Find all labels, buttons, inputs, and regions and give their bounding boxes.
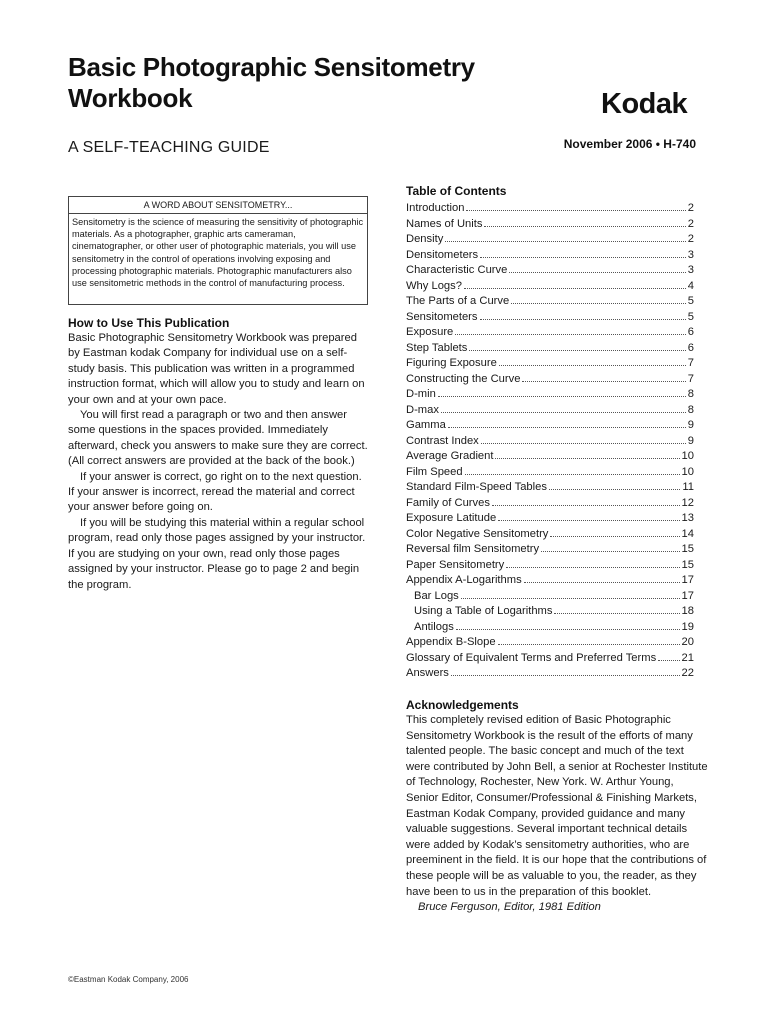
toc-entry-page: 20 <box>681 636 694 648</box>
toc-leader-dots <box>499 355 686 366</box>
toc-leader-dots <box>441 402 686 413</box>
toc-entry <box>406 572 694 588</box>
toc-entry <box>406 650 694 666</box>
toc-entry <box>406 386 694 402</box>
toc-leader-dots <box>550 526 679 537</box>
toc-entry-title: Glossary of Equivalent Terms and Preferred Terms <box>406 651 657 664</box>
toc-entry-page: 15 <box>681 558 694 571</box>
toc-entry <box>406 448 694 464</box>
toc-leader-dots <box>498 634 680 645</box>
acknowledgements-body: This completely revised edition of Basic Photographic Sensitometry Workbook is the result of the efforts of many talented people. The basic concept and much of the text were contributed by John Bell, a senior at Rochester Institute of Technology, Rochester, New York. W. Arthur Young, Senior Editor, Consumer/Professional & Finishing Markets, Eastman Kodak Company, provided guidance and many valuable suggestions. Several important technical details were added by Kodak’s sensitometry authorities, who are preeminent in the field. It is our hope that the contributions of these people will be as valuable to you, the reader, as they have been to us in the preparation of this booklet. <box>406 714 708 898</box>
toc-leader-dots <box>464 278 686 289</box>
toc-entry-title: Exposure <box>406 326 454 338</box>
toc-entry-page: 3 <box>687 264 694 276</box>
toc-entry-page: 17 <box>681 589 694 602</box>
toc-leader-dots <box>438 386 686 397</box>
note-box-heading: A WORD ABOUT SENSITOMETRY... <box>69 197 367 214</box>
toc-entry-title: Characteristic Curve <box>406 264 508 276</box>
toc-leader-dots <box>456 619 680 630</box>
toc-entry-page: 9 <box>687 434 694 447</box>
toc-entry <box>406 433 694 449</box>
toc-entry-title: Family of Curves <box>406 496 490 509</box>
toc-entry <box>406 231 694 247</box>
toc-entry-page: 10 <box>681 465 694 478</box>
toc-entry <box>406 200 694 216</box>
toc-entry-page: 4 <box>687 279 694 292</box>
toc-list <box>406 200 694 681</box>
toc-entry-title: Answers <box>406 667 449 679</box>
toc-leader-dots <box>480 247 686 258</box>
toc-heading: Table of Contents <box>406 184 507 198</box>
toc-entry-page: 17 <box>681 574 694 586</box>
toc-entry <box>406 340 694 356</box>
toc-leader-dots <box>466 200 685 211</box>
toc-leader-dots <box>541 541 680 552</box>
acknowledgements-heading: Acknowledgements <box>406 698 519 712</box>
toc-entry-title: Bar Logs <box>414 589 459 602</box>
toc-entry-title: Reversal film Sensitometry <box>406 543 540 555</box>
toc-leader-dots <box>455 324 686 335</box>
toc-entry-page: 3 <box>687 248 694 261</box>
toc-entry <box>406 247 694 263</box>
toc-entry-title: Step Tablets <box>406 341 468 354</box>
toc-entry-title: Figuring Exposure <box>406 357 497 369</box>
toc-entry-title: Densitometers <box>406 248 479 261</box>
toc-leader-dots <box>554 603 679 614</box>
toc-entry-page: 2 <box>687 233 694 245</box>
toc-entry <box>406 495 694 511</box>
toc-leader-dots <box>461 588 680 599</box>
toc-entry-title: D-max <box>406 403 439 416</box>
toc-entry <box>406 464 694 480</box>
toc-leader-dots <box>445 231 685 242</box>
document-title: Basic Photographic Sensitometry Workbook <box>68 52 475 113</box>
sensitometry-note-box <box>68 196 368 305</box>
how-to-paragraph: Basic Photographic Sensitometry Workbook was prepared by Eastman kodak Company for individual use on a self-study basis. This publication was written in a programmed instruction format, which will allow you to study and learn on your own and at your own pace. <box>68 332 365 406</box>
toc-entry-page: 18 <box>681 605 694 617</box>
toc-entry <box>406 479 694 495</box>
toc-leader-dots <box>448 417 686 428</box>
toc-entry-title: D-min <box>406 388 436 400</box>
toc-entry-page: 15 <box>681 543 694 555</box>
toc-entry-page: 19 <box>681 620 694 633</box>
toc-entry <box>406 541 694 557</box>
toc-entry <box>406 417 694 433</box>
toc-entry <box>406 603 694 619</box>
kodak-logo: Kodak <box>601 88 688 120</box>
toc-entry <box>406 309 694 325</box>
toc-entry-page: 12 <box>681 496 694 509</box>
toc-entry <box>406 526 694 542</box>
toc-entry-page: 22 <box>681 667 694 679</box>
acknowledgements-section <box>406 697 708 916</box>
toc-leader-dots <box>506 557 679 568</box>
toc-entry-title: Constructing the Curve <box>406 372 521 385</box>
toc-entry-title: Why Logs? <box>406 279 462 292</box>
toc-entry-page: 2 <box>687 217 694 230</box>
toc-entry <box>406 278 694 294</box>
editor-credit: Bruce Ferguson, Editor, 1981 Edition <box>418 901 601 914</box>
toc-entry <box>406 262 694 278</box>
toc-entry <box>406 665 694 681</box>
copyright-notice: ©Eastman Kodak Company, 2006 <box>68 975 189 984</box>
toc-entry-page: 6 <box>687 326 694 338</box>
toc-entry-page: 10 <box>681 450 694 462</box>
toc-entry-title: Exposure Latitude <box>406 512 497 524</box>
toc-entry-page: 6 <box>687 341 694 354</box>
toc-entry-title: Sensitometers <box>406 310 478 323</box>
toc-entry-title: Names of Units <box>406 217 483 230</box>
toc-entry <box>406 402 694 418</box>
toc-leader-dots <box>484 216 685 227</box>
how-to-use-heading: How to Use This Publication <box>68 316 230 330</box>
how-to-use-section <box>68 315 368 593</box>
toc-entry <box>406 557 694 573</box>
toc-entry-page: 21 <box>681 651 694 664</box>
toc-entry-title: Density <box>406 233 444 245</box>
how-to-paragraph: If your answer is correct, go right on to the next question. If your answer is incorrect, reread the material and correct your answer before going on. <box>68 470 362 514</box>
toc-entry-title: Color Negative Sensitometry <box>406 527 549 540</box>
toc-entry-title: Average Gradient <box>406 450 494 462</box>
toc-entry-title: Using a Table of Logarithms <box>414 605 553 617</box>
toc-leader-dots <box>658 650 679 661</box>
toc-entry <box>406 634 694 650</box>
publication-date-code: November 2006 • H-740 <box>563 137 696 151</box>
toc-entry-title: The Parts of a Curve <box>406 295 510 307</box>
toc-entry-title: Introduction <box>406 202 465 214</box>
toc-entry-page: 7 <box>687 372 694 385</box>
toc-leader-dots <box>498 510 679 521</box>
toc-leader-dots <box>492 495 680 506</box>
toc-leader-dots <box>522 371 685 382</box>
toc-entry <box>406 619 694 635</box>
toc-entry-page: 5 <box>687 295 694 307</box>
toc-entry <box>406 588 694 604</box>
toc-leader-dots <box>495 448 679 459</box>
toc-entry <box>406 216 694 232</box>
toc-leader-dots <box>451 665 680 676</box>
toc-entry-title: Film Speed <box>406 465 463 478</box>
toc-entry-page: 9 <box>687 419 694 431</box>
how-to-paragraph: If you will be studying this material within a regular school program, read only those pages assigned by your instructor. If you are studying on your own, read only those pages assigned by your instructor. Please go to page 2 and begin the program. <box>68 516 366 591</box>
note-box-body: Sensitometry is the science of measuring the sensitivity of photographic materials. As a photographer, graphic arts cameraman, cinematographer, or other user of photographic materials, you will use sensitometry in the control of operations involving exposing and processing photographic materials. Photographic manufacturers also use sensitometric methods in the control of manufacturing process. <box>72 217 364 289</box>
toc-entry <box>406 510 694 526</box>
toc-leader-dots <box>465 464 680 475</box>
toc-leader-dots <box>469 340 685 351</box>
toc-entry <box>406 293 694 309</box>
toc-leader-dots <box>511 293 686 304</box>
toc-leader-dots <box>509 262 685 273</box>
toc-entry <box>406 324 694 340</box>
toc-entry-page: 5 <box>687 310 694 323</box>
toc-leader-dots <box>480 309 686 320</box>
toc-entry-page: 13 <box>681 512 694 524</box>
toc-leader-dots <box>549 479 680 490</box>
toc-entry <box>406 355 694 371</box>
toc-entry-title: Appendix A-Logarithms <box>406 574 522 586</box>
toc-leader-dots <box>524 572 680 583</box>
table-of-contents <box>406 183 694 681</box>
document-subtitle: A SELF-TEACHING GUIDE <box>68 139 270 156</box>
toc-entry-title: Gamma <box>406 419 446 431</box>
toc-entry-page: 8 <box>687 403 694 416</box>
how-to-paragraph: You will first read a paragraph or two and then answer some questions in the spaces provided. Immediately afterward, check you answers to make sure they are correct. (All correct answers are provided at the back of the book.) <box>68 409 368 468</box>
toc-entry-title: Standard Film-Speed Tables <box>406 481 547 493</box>
toc-entry-title: Contrast Index <box>406 434 479 447</box>
toc-entry-page: 7 <box>687 357 694 369</box>
toc-entry-title: Appendix B-Slope <box>406 636 496 648</box>
toc-entry-title: Antilogs <box>414 620 454 633</box>
toc-leader-dots <box>481 433 686 444</box>
toc-entry-title: Paper Sensitometry <box>406 558 505 571</box>
toc-entry-page: 14 <box>681 527 694 540</box>
toc-entry <box>406 371 694 387</box>
toc-entry-page: 11 <box>682 481 694 493</box>
toc-entry-page: 2 <box>687 202 694 214</box>
toc-entry-page: 8 <box>687 388 694 400</box>
